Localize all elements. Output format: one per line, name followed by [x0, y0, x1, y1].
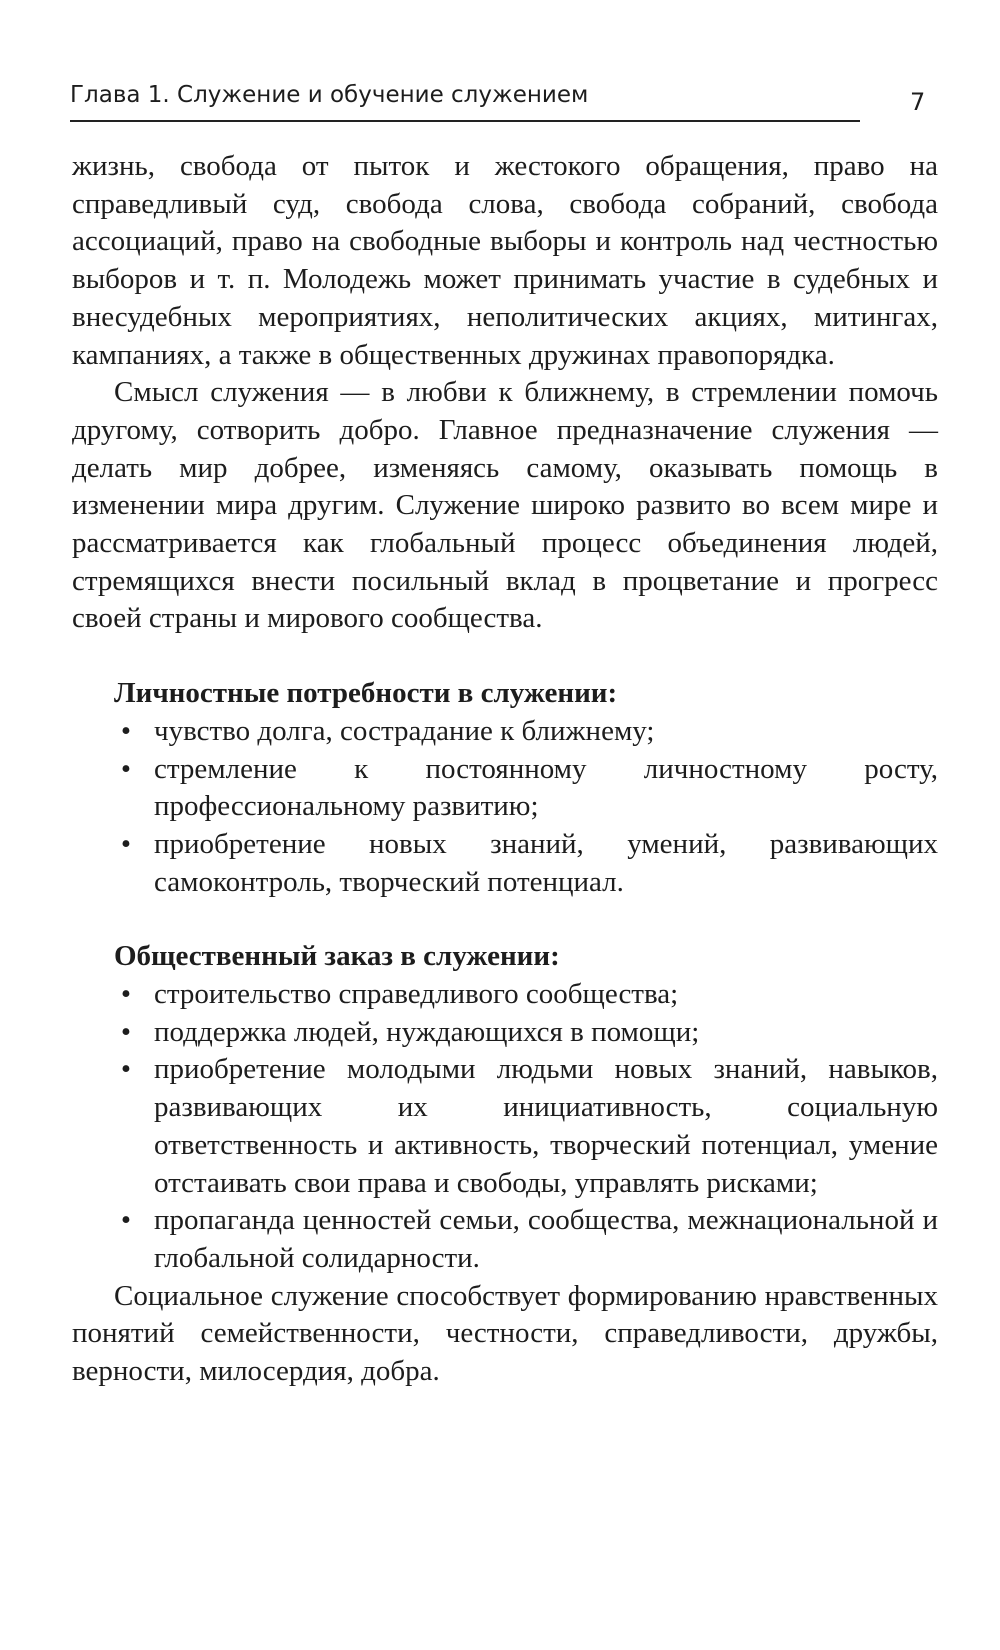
list-item-text: пропаганда ценностей семьи, сообщества, межнациональной и глобальной солидарности.: [154, 1204, 938, 1274]
list-item: [72, 713, 938, 751]
list-item-text: приобретение новых знаний, умений, развивающих самоконтроль, творческий потенциал.: [154, 827, 938, 898]
list-item: [72, 1051, 938, 1202]
section-heading: Личностные потребности в служении:: [114, 677, 618, 710]
list-item: [72, 826, 938, 901]
list-item-text: чувство долга, сострадание к ближнему;: [154, 714, 655, 747]
list-item: [72, 751, 938, 826]
list-item: [72, 1014, 938, 1052]
bullet-icon: •: [120, 1204, 132, 1237]
section-personal-needs: [72, 675, 938, 901]
body-text: [72, 148, 938, 1391]
list-item-text: приобретение молодыми людьми новых знаний, навыков, развивающих их инициативность, социальную ответственность и активность, творческий потенциал, умение отстаивать свои права и свободы, управлять рисками;: [154, 1053, 938, 1199]
bullet-icon: •: [120, 1053, 132, 1086]
bullet-list: [72, 713, 938, 902]
section-social-demand: [72, 938, 938, 1277]
bullet-icon: •: [120, 752, 132, 785]
bullet-icon: •: [120, 978, 132, 1011]
section-heading: Общественный заказ в служении:: [114, 940, 560, 973]
bullet-icon: •: [120, 714, 132, 747]
paragraph-continuation: жизнь, свобода от пыток и жестокого обращения, право на справедливый суд, свобода слова, свобода собраний, свобода ассоциаций, право на свободные выборы и контроль над честностью выборов и т. п. Молодежь может принимать участие в судебных и внесудебных мероприятиях, неполитических акциях, митингах, кампаниях, а также в общественных дружинах правопорядка.: [72, 150, 938, 371]
page-number: 7: [910, 88, 926, 116]
bullet-icon: •: [120, 827, 132, 860]
paragraph-closing: Социальное служение способствует формированию нравственных понятий семейственности, честности, справедливости, дружбы, верности, милосердия, добра.: [72, 1279, 938, 1388]
running-header: [70, 80, 860, 122]
bullet-icon: •: [120, 1015, 132, 1048]
list-item: [72, 976, 938, 1014]
list-item-text: поддержка людей, нуждающихся в помощи;: [154, 1015, 700, 1048]
paragraph-meaning-of-service: Смысл служения — в любви к ближнему, в стремлении помочь другому, сотворить добро. Главное предназначение служения — делать мир добрее, изменяясь самому, оказывать помощь в изменении мира другим. Служение широко развито во всем мире и рассматривается как глобальный процесс объединения людей, стремящихся внести посильный вклад в процветание и прогресс своей страны и мирового сообщества.: [72, 376, 938, 635]
list-item: [72, 1202, 938, 1277]
chapter-title: Глава 1. Служение и обучение служением: [70, 82, 589, 108]
list-item-text: стремление к постоянному личностному росту, профессиональному развитию;: [154, 752, 938, 823]
bullet-list: [72, 976, 938, 1278]
list-item-text: строительство справедливого сообщества;: [154, 978, 679, 1011]
